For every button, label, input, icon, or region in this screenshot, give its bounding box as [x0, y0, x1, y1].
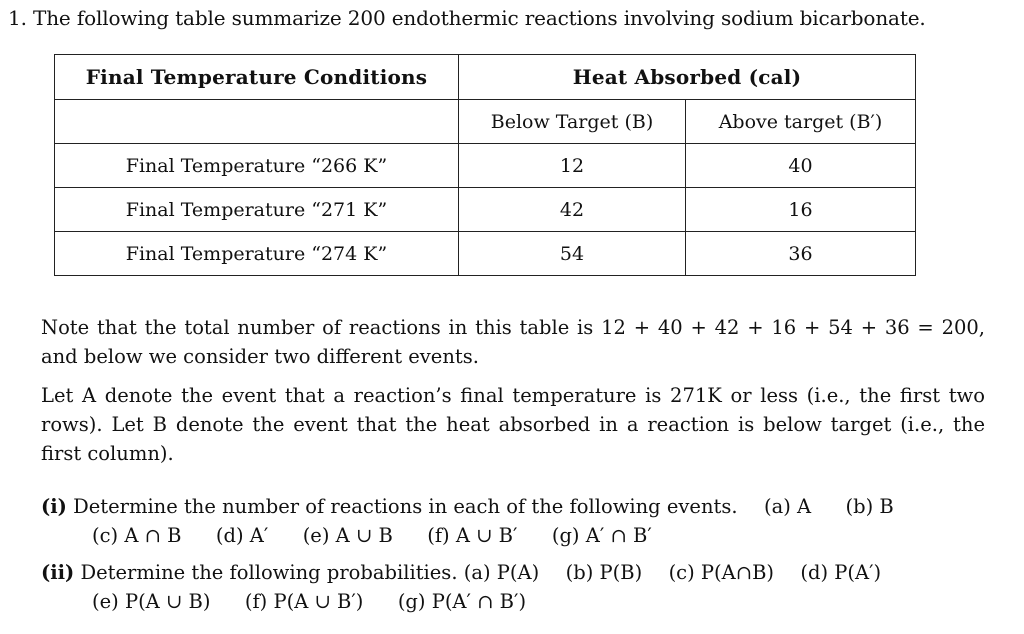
part-ii-line-2	[41, 587, 985, 616]
part-ii-item-f: (f) P(A ∪ B′)	[244, 590, 364, 613]
part-ii-label: (ii)	[41, 561, 75, 584]
header-heat-absorbed: Heat Absorbed (cal)	[459, 55, 916, 100]
part-i-item-f: (f) A ∪ B′	[427, 524, 518, 547]
part-i-item-c: (c) A ∩ B	[92, 524, 182, 547]
cell-below: 12	[459, 144, 686, 188]
events-definition-paragraph: Let A denote the event that a reaction’s final temperature is 271K or less (i.e., the first two rows). Let B denote the event that the heat absorbed in a reaction is below target (i.e., the first column).	[41, 384, 985, 465]
table-subheader-row	[55, 100, 916, 144]
part-ii-item-c: (c) P(A∩B)	[668, 561, 774, 584]
part-ii-item-g: (g) P(A′ ∩ B′)	[397, 590, 527, 613]
table-row	[55, 232, 916, 276]
part-i-line-2	[41, 521, 985, 550]
part-ii-item-e: (e) P(A ∪ B)	[92, 590, 211, 613]
header-final-temperature-conditions: Final Temperature Conditions	[55, 55, 459, 100]
cell-below: 42	[459, 188, 686, 232]
row-label: Final Temperature “271 K”	[55, 188, 459, 232]
table-row	[55, 144, 916, 188]
question-heading	[8, 5, 926, 31]
reactions-table	[54, 54, 916, 276]
part-i-line-1	[41, 492, 985, 521]
subheader-above-target: Above target (B′)	[686, 100, 916, 144]
part-ii-item-a: (a) P(A)	[463, 561, 540, 584]
cell-above: 16	[686, 188, 916, 232]
part-ii-item-b: (b) P(B)	[565, 561, 643, 584]
subheader-empty-cell	[55, 100, 459, 144]
part-i	[41, 492, 985, 550]
cell-above: 40	[686, 144, 916, 188]
part-ii	[41, 558, 985, 616]
part-i-item-e: (e) A ∪ B	[302, 524, 393, 547]
part-ii-intro: Determine the following probabilities.	[80, 561, 458, 584]
cell-below: 54	[459, 232, 686, 276]
part-ii-item-d: (d) P(A′)	[800, 561, 882, 584]
part-i-item-a: (a) A	[763, 495, 812, 518]
table-row	[55, 188, 916, 232]
table-header-row	[55, 55, 916, 100]
part-i-label: (i)	[41, 495, 67, 518]
row-label: Final Temperature “266 K”	[55, 144, 459, 188]
part-i-item-g: (g) A′ ∩ B′	[551, 524, 652, 547]
row-label: Final Temperature “274 K”	[55, 232, 459, 276]
question-text: The following table summarize 200 endothermic reactions involving sodium bicarbonate.	[33, 6, 926, 30]
subheader-below-target: Below Target (B)	[459, 100, 686, 144]
question-number: 1.	[8, 6, 27, 30]
note-paragraph: Note that the total number of reactions in this table is 12 + 40 + 42 + 16 + 54 + 36 = 200, and below we consider two different events.	[41, 316, 985, 368]
cell-above: 36	[686, 232, 916, 276]
part-i-item-d: (d) A′	[215, 524, 269, 547]
part-i-intro: Determine the number of reactions in each of the following events.	[73, 495, 738, 518]
part-i-item-b: (b) B	[845, 495, 894, 518]
part-ii-line-1	[41, 558, 985, 587]
